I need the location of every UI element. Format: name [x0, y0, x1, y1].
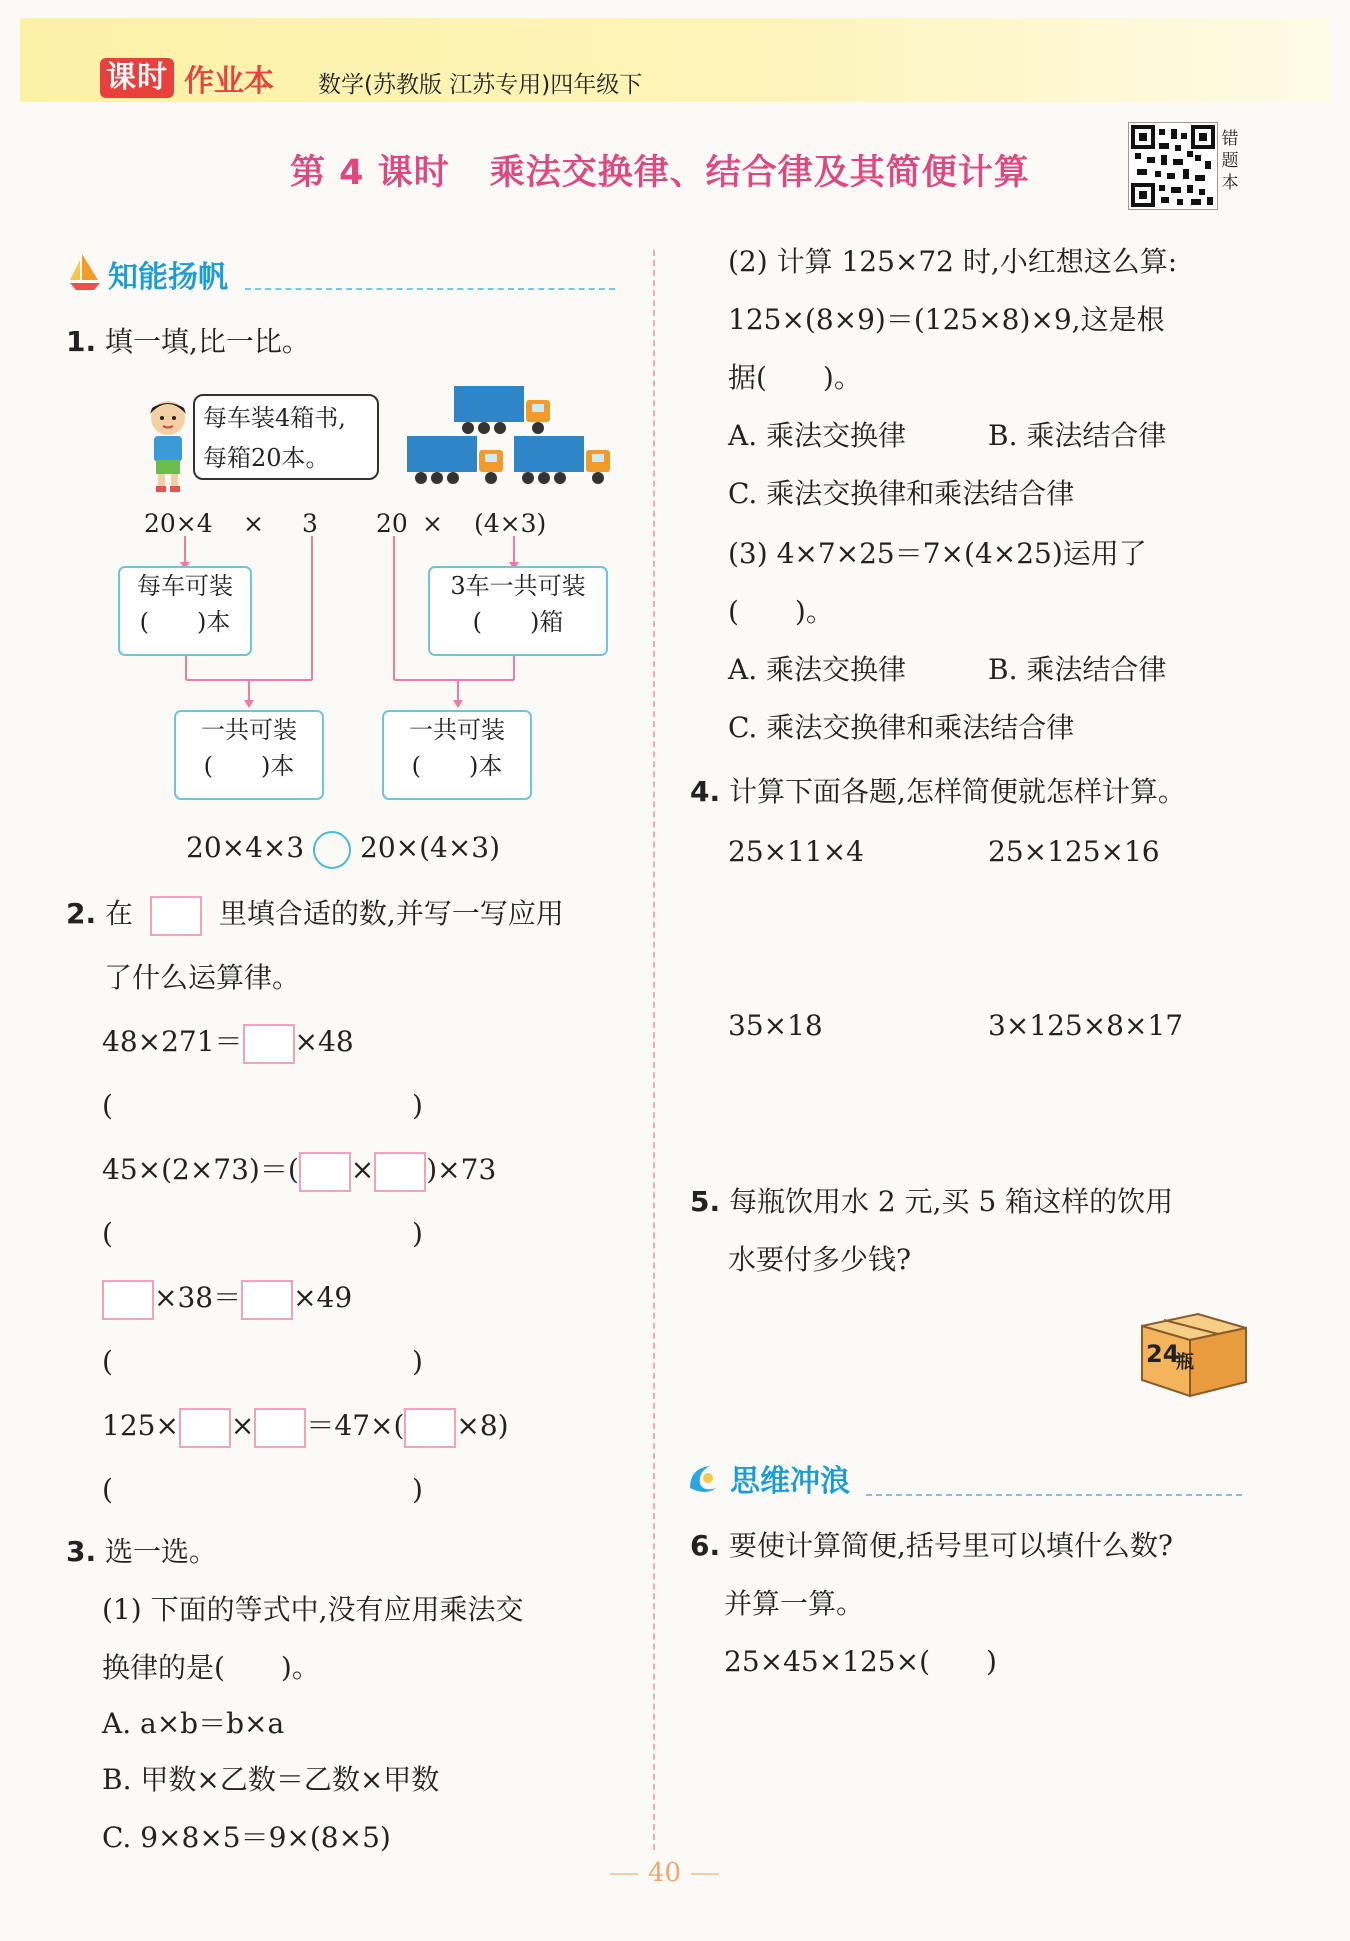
q3-p3-line-a: (3) 4×7×25＝7×(4×25)运用了 [728, 537, 1147, 570]
q2-l2c: )×73 [426, 1153, 497, 1186]
q2-law-1-open: ( [102, 1089, 113, 1122]
q3-heading [66, 1532, 217, 1572]
compare-right: 20×(4×3) [360, 831, 501, 864]
compare-circle[interactable] [313, 831, 351, 869]
q3-p1-option-c[interactable]: C. 9×8×5＝9×(8×5) [102, 1821, 391, 1854]
q4-expr-1: 25×11×4 [728, 835, 864, 868]
q3-text: 选一选。 [105, 1535, 218, 1568]
q6-number: 6. [690, 1529, 721, 1562]
section-title-siwei: 思维冲浪 [730, 1464, 850, 1499]
qr-label: 错题本 [1221, 129, 1239, 193]
box-total-right-label: 一共可装 [409, 716, 505, 744]
q2-l1b: ×48 [294, 1025, 354, 1058]
answer-box[interactable] [179, 1408, 231, 1448]
book-subject: 数学(苏教版 江苏专用)四年级下 [318, 72, 643, 98]
q3-p2-line-c[interactable]: 据( )。 [728, 361, 862, 394]
q2-l4d: ×8) [456, 1409, 509, 1442]
answer-box[interactable] [404, 1408, 456, 1448]
q2-law-1-close[interactable]: ) [412, 1089, 423, 1122]
q2-text-1: 在 [105, 897, 134, 930]
answer-box[interactable] [102, 1280, 154, 1320]
q2-text-3: 了什么运算律。 [104, 961, 301, 994]
answer-box[interactable] [299, 1152, 351, 1192]
q2-law-4-close[interactable]: ) [412, 1473, 423, 1506]
q6-expr[interactable]: 25×45×125×( ) [724, 1645, 997, 1678]
section-underline [866, 1494, 1242, 1496]
q2-law-2-open: ( [102, 1217, 113, 1250]
bubble-line-1: 每车装4箱书, [203, 404, 346, 432]
q2-law-2-close[interactable]: ) [412, 1217, 423, 1250]
q2-line-4 [102, 1406, 509, 1448]
q3-p1-line-a: (1) 下面的等式中,没有应用乘法交 [102, 1593, 524, 1626]
q5-heading [690, 1182, 1173, 1222]
q3-p2-option-a[interactable]: A. 乘法交换律 [728, 419, 907, 452]
carton-count: 24 [1146, 1340, 1180, 1368]
q5-text-1: 每瓶饮用水 2 元,买 5 箱这样的饮用 [729, 1185, 1174, 1218]
q2-l2a: 45×(2×73)＝( [102, 1153, 299, 1186]
q4-heading [690, 772, 1186, 812]
wave-icon [686, 1462, 720, 1500]
q3-p3-option-c[interactable]: C. 乘法交换律和乘法结合律 [728, 711, 1075, 744]
q2-heading [66, 894, 564, 936]
q3-p2-option-c[interactable]: C. 乘法交换律和乘法结合律 [728, 477, 1075, 510]
q2-l4a: 125× [102, 1409, 179, 1442]
box-total-left-label: 一共可装 [201, 716, 297, 744]
q2-line-2 [102, 1150, 496, 1192]
q2-number: 2. [66, 897, 97, 930]
carton-box-icon [1134, 1300, 1250, 1400]
compare-left: 20×4×3 [186, 831, 305, 864]
q5-text-2: 水要付多少钱? [728, 1243, 912, 1276]
three-left: 3 [302, 509, 318, 538]
box-three-trucks-blank[interactable]: ( )箱 [472, 608, 564, 636]
q2-law-3-open: ( [102, 1345, 113, 1378]
q3-p2-line-b: 125×(8×9)＝(125×8)×9,这是根 [728, 303, 1165, 336]
q5-number: 5. [690, 1185, 721, 1218]
expr-right-paren: (4×3) [474, 509, 547, 538]
lesson-number: 第 4 课时 [290, 153, 450, 193]
answer-box[interactable] [374, 1152, 426, 1192]
times-left: × [243, 509, 264, 538]
q4-text: 计算下面各题,怎样简便就怎样计算。 [729, 775, 1186, 808]
carton-unit: 瓶 [1176, 1352, 1194, 1373]
page-number-wrap [600, 1858, 729, 1888]
q4-expr-4: 3×125×8×17 [988, 1009, 1184, 1042]
q6-heading [690, 1526, 1173, 1566]
q2-l2b: × [350, 1153, 375, 1186]
box-per-truck-label: 每车可装 [137, 572, 233, 600]
q1-number: 1. [66, 325, 97, 358]
expr-left: 20×4 [144, 509, 213, 538]
q3-number: 3. [66, 1535, 97, 1568]
box-per-truck-books [118, 566, 252, 656]
section-title-zhineng: 知能扬帆 [108, 260, 228, 295]
q1-compare-row [186, 828, 500, 869]
q2-l4c: ＝47×( [306, 1409, 405, 1442]
box-three-trucks-boxes [428, 566, 608, 656]
q3-p1-option-a[interactable]: A. a×b＝b×a [102, 1707, 285, 1740]
q6-text-1: 要使计算简便,括号里可以填什么数? [729, 1529, 1173, 1562]
logo-ks: 课时 [100, 58, 174, 98]
box-total-right [382, 710, 532, 800]
answer-box[interactable] [241, 1280, 293, 1320]
q3-p2-option-b[interactable]: B. 乘法结合律 [988, 419, 1167, 452]
box-three-trucks-label: 3车一共可装 [450, 572, 586, 600]
lesson-topic: 乘法交换律、结合律及其简便计算 [489, 153, 1030, 193]
box-total-left [174, 710, 324, 800]
answer-box[interactable] [254, 1408, 306, 1448]
q2-l1a: 48×271＝ [102, 1025, 243, 1058]
logo-zyb: 作业本 [184, 64, 274, 99]
sample-box [150, 896, 202, 936]
q2-l4b: × [230, 1409, 255, 1442]
page-number: 40 [648, 1858, 682, 1888]
q2-l3a: ×38＝ [154, 1281, 242, 1314]
q3-p2-line-a: (2) 计算 125×72 时,小红想这么算: [728, 245, 1178, 278]
q4-expr-3: 35×18 [728, 1009, 823, 1042]
box-per-truck-blank[interactable]: ( )本 [139, 608, 231, 636]
expr-right-20: 20 [376, 509, 408, 538]
q2-law-3-close[interactable]: ) [412, 1345, 423, 1378]
q3-p3-option-a[interactable]: A. 乘法交换律 [728, 653, 907, 686]
answer-box[interactable] [243, 1024, 295, 1064]
q4-number: 4. [690, 775, 721, 808]
bubble-line-2: 每箱20本。 [203, 444, 330, 472]
box-total-right-blank[interactable]: ( )本 [411, 752, 503, 780]
q3-p3-option-b[interactable]: B. 乘法结合律 [988, 653, 1167, 686]
q4-expr-2: 25×125×16 [988, 835, 1160, 868]
q3-p3-line-b[interactable]: ( )。 [728, 595, 834, 628]
q1-text: 填一填,比一比。 [105, 325, 310, 358]
q2-l3b: ×49 [293, 1281, 353, 1314]
q2-text-2: 里填合适的数,并写一写应用 [218, 897, 564, 930]
q3-p1-line-b[interactable]: 换律的是( )。 [102, 1651, 320, 1684]
times-right: × [422, 509, 443, 538]
box-total-left-blank[interactable]: ( )本 [203, 752, 295, 780]
q2-line-1 [102, 1022, 354, 1064]
q6-text-2: 并算一算。 [724, 1587, 865, 1620]
q3-p1-option-b[interactable]: B. 甲数×乙数＝乙数×甲数 [102, 1763, 440, 1796]
q2-line-3 [102, 1278, 352, 1320]
q2-law-4-open: ( [102, 1473, 113, 1506]
